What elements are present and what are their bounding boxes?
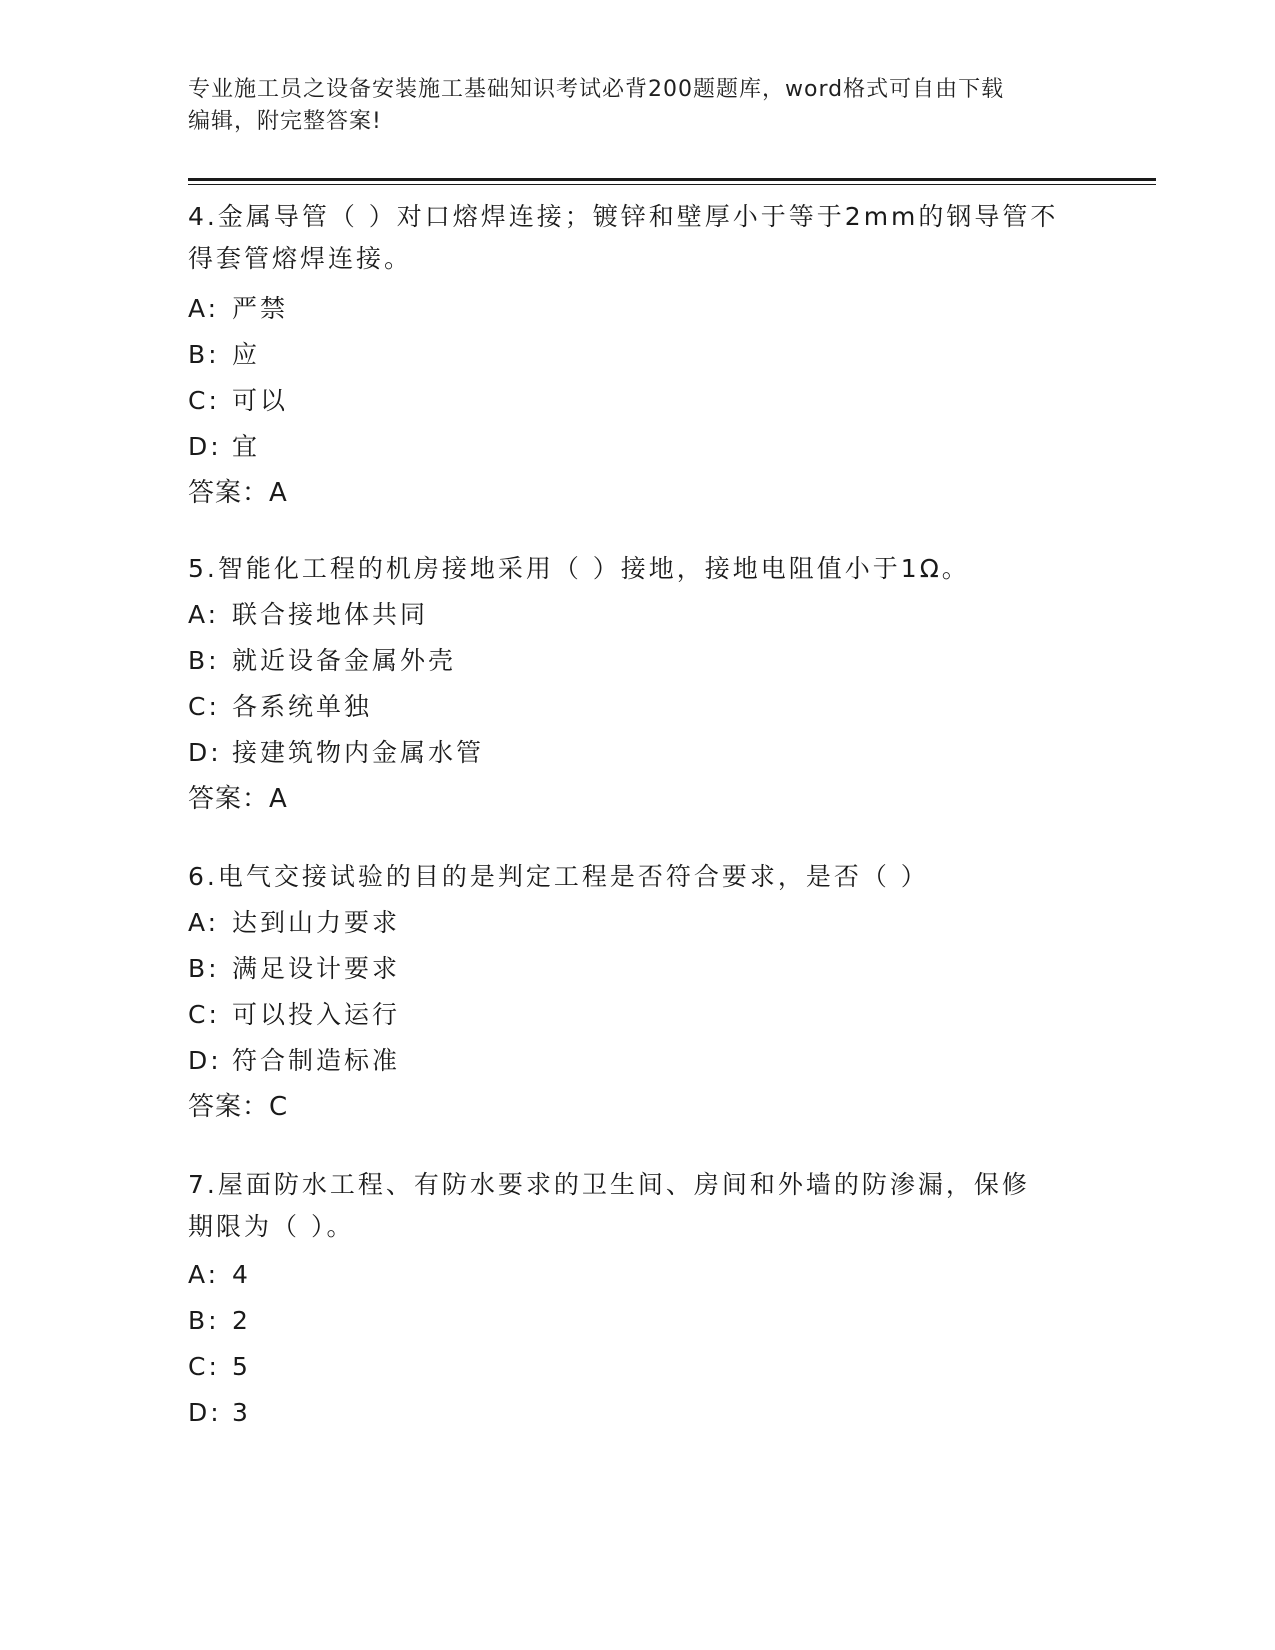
option-letter: B: xyxy=(188,954,220,983)
document-header xyxy=(188,74,1088,138)
option-text: 宜 xyxy=(232,432,261,461)
option-c xyxy=(188,992,1088,1038)
option-letter: A: xyxy=(188,1260,220,1289)
option-text: 就近设备金属外壳 xyxy=(232,646,457,675)
option-a xyxy=(188,1252,1088,1298)
option-c xyxy=(188,1344,1088,1390)
option-text: 达到山力要求 xyxy=(232,908,401,937)
option-letter: D: xyxy=(188,1398,222,1427)
option-letter: C: xyxy=(188,386,220,415)
option-text: 2 xyxy=(232,1306,251,1335)
header-line-1: 专业施工员之设备安装施工基础知识考试必背200题题库，word格式可自由下载 xyxy=(188,77,1005,102)
option-text: 接建筑物内金属水管 xyxy=(232,738,485,767)
header-line-2: 编辑，附完整答案! xyxy=(188,109,382,134)
option-text: 3 xyxy=(232,1398,251,1427)
option-text: 应 xyxy=(232,340,261,369)
option-letter: C: xyxy=(188,1352,220,1381)
answer-text: 答案：A xyxy=(188,784,288,814)
option-letter: A: xyxy=(188,294,220,323)
option-d xyxy=(188,424,1088,470)
question-5 xyxy=(188,548,1088,822)
option-letter: C: xyxy=(188,692,220,721)
option-text: 严禁 xyxy=(232,294,289,323)
option-a xyxy=(188,592,1088,638)
question-text: 7.屋面防水工程、有防水要求的卫生间、房间和外墙的防渗漏，保修 xyxy=(188,1170,1030,1199)
option-d xyxy=(188,1390,1088,1436)
question-4 xyxy=(188,196,1088,516)
header-divider-thin xyxy=(188,184,1156,185)
option-letter: A: xyxy=(188,908,220,937)
option-text: 满足设计要求 xyxy=(232,954,401,983)
option-c xyxy=(188,684,1088,730)
option-letter: D: xyxy=(188,432,222,461)
option-text: 符合制造标准 xyxy=(232,1046,401,1075)
question-text: 5.智能化工程的机房接地采用（ ）接地，接地电阻值小于1Ω。 xyxy=(188,554,970,583)
option-text: 各系统单独 xyxy=(232,692,373,721)
option-d xyxy=(188,730,1088,776)
option-text: 可以投入运行 xyxy=(232,1000,401,1029)
option-letter: C: xyxy=(188,1000,220,1029)
option-letter: B: xyxy=(188,646,220,675)
header-divider-thick xyxy=(188,178,1156,181)
option-c xyxy=(188,378,1088,424)
option-letter: D: xyxy=(188,738,222,767)
option-b xyxy=(188,332,1088,378)
option-letter: B: xyxy=(188,1306,220,1335)
question-text-continued: 期限为（ ）。 xyxy=(188,1212,355,1241)
option-b xyxy=(188,946,1088,992)
option-letter: B: xyxy=(188,340,220,369)
option-b xyxy=(188,1298,1088,1344)
option-text: 联合接地体共同 xyxy=(232,600,429,629)
option-text: 4 xyxy=(232,1260,251,1289)
question-text: 6.电气交接试验的目的是判定工程是否符合要求，是否（ ） xyxy=(188,862,929,891)
option-a xyxy=(188,900,1088,946)
option-b xyxy=(188,638,1088,684)
question-7 xyxy=(188,1164,1088,1436)
question-text-continued: 得套管熔焊连接。 xyxy=(188,244,413,273)
option-text: 可以 xyxy=(232,386,289,415)
answer-text: 答案：A xyxy=(188,478,288,508)
option-text: 5 xyxy=(232,1352,251,1381)
option-a xyxy=(188,286,1088,332)
answer-text: 答案：C xyxy=(188,1092,289,1122)
question-6 xyxy=(188,856,1088,1130)
question-text: 4.金属导管（ ）对口熔焊连接；镀锌和壁厚小于等于2mm的钢导管不 xyxy=(188,202,1059,231)
option-letter: D: xyxy=(188,1046,222,1075)
option-d xyxy=(188,1038,1088,1084)
option-letter: A: xyxy=(188,600,220,629)
